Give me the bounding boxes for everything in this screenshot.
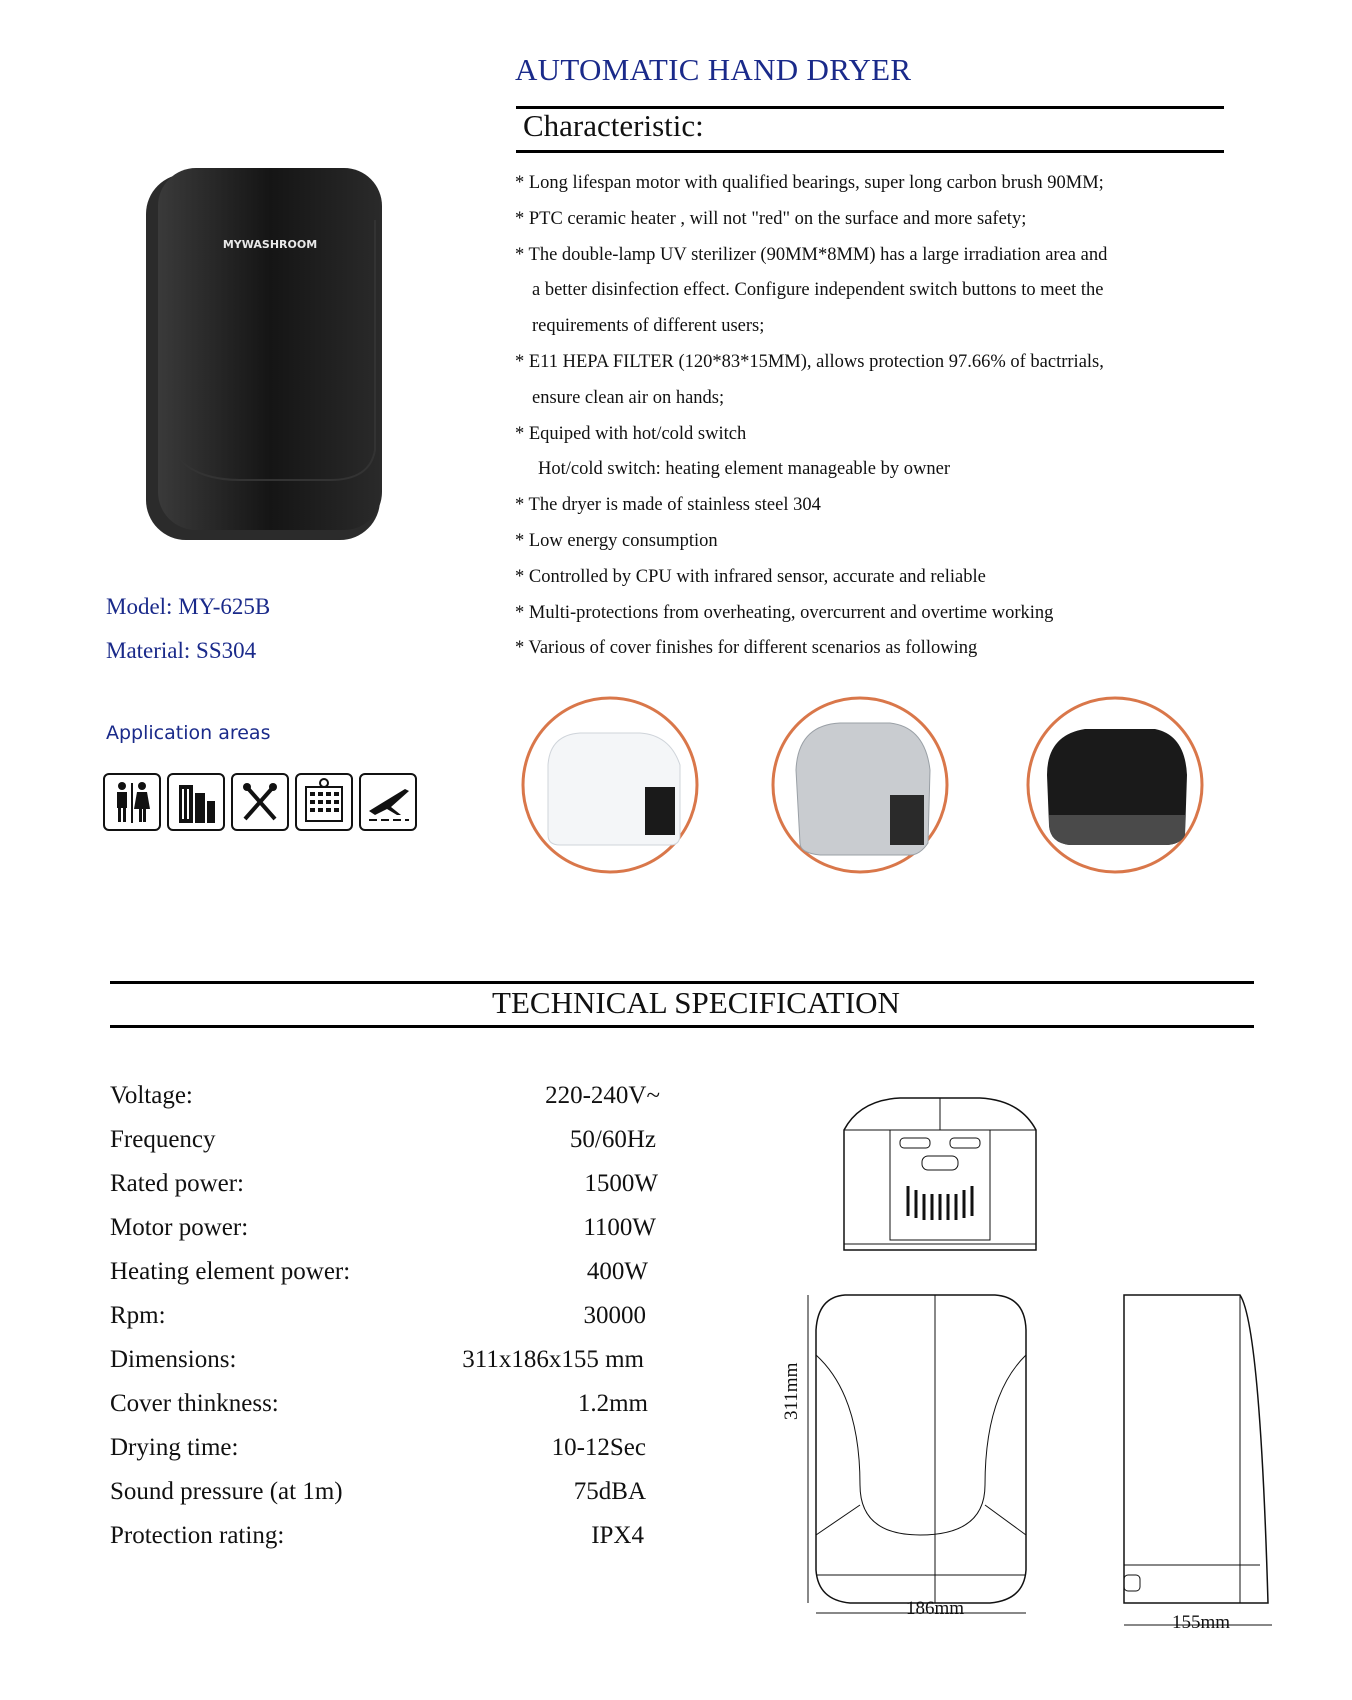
feature-item: * Various of cover finishes for different scenarios as following — [515, 638, 978, 659]
side-view-drawing — [1120, 1285, 1280, 1635]
table-row — [110, 1170, 658, 1214]
table-row — [110, 1258, 650, 1302]
table-row — [110, 1522, 650, 1566]
feature-item: ensure clean air on hands; — [532, 387, 725, 408]
characteristic-heading: Characteristic: — [523, 108, 704, 143]
spec-label: Sound pressure (at 1m) — [110, 1478, 343, 1505]
feature-item: * The double-lamp UV sterilizer (90MM*8MM) has a large irradiation area and — [515, 244, 1108, 265]
spec-value: 1.2mm — [577, 1390, 648, 1417]
product-image — [140, 160, 390, 544]
page-title: AUTOMATIC HAND DRYER — [515, 52, 912, 87]
feature-item: * E11 HEPA FILTER (120*83*15MM), allows protection 97.66% of bactrrials, — [515, 351, 1104, 372]
application-icons — [103, 773, 417, 831]
brand-logo: MYWASHROOM — [222, 238, 318, 251]
hotel-icon — [295, 773, 353, 831]
tech-rule-top — [110, 981, 1254, 984]
spec-label: Heating element power: — [110, 1258, 351, 1285]
feature-item: a better disinfection effect. Configure independent switch buttons to meet the — [532, 280, 1104, 301]
office-building-icon — [167, 773, 225, 831]
spec-value: 311x186x155 mm — [462, 1346, 644, 1373]
feature-item: * Long lifespan motor with qualified bearings, super long carbon brush 90MM; — [515, 173, 1104, 193]
height-dimension: 311mm — [781, 1362, 802, 1420]
feature-item: requirements of different users; — [532, 316, 765, 337]
characteristic-rule — [516, 150, 1224, 153]
spec-value: 75dBA — [573, 1478, 646, 1505]
table-row — [110, 1390, 650, 1434]
front-view-drawing — [800, 1285, 1040, 1625]
features-list — [515, 166, 1235, 667]
spec-label: Voltage: — [110, 1082, 193, 1109]
material-label: Material: SS304 — [106, 638, 257, 663]
airport-icon — [359, 773, 417, 831]
feature-item: * PTC ceramic heater , will not "red" on the surface and more safety; — [515, 208, 1027, 229]
feature-item: * Equiped with hot/cold switch — [515, 423, 747, 444]
black-finish — [1025, 695, 1205, 875]
table-row — [110, 1082, 660, 1126]
depth-dimension: 155mm — [1172, 1612, 1231, 1633]
spec-label: Frequency — [110, 1126, 216, 1153]
tech-spec-heading: TECHNICAL SPECIFICATION — [492, 985, 900, 1020]
spec-label: Drying time: — [110, 1434, 239, 1461]
table-row — [110, 1126, 656, 1170]
silver-finish — [770, 695, 950, 875]
feature-item: Hot/cold switch: heating element manageable by owner — [538, 459, 951, 480]
spec-label: Motor power: — [110, 1214, 249, 1241]
application-areas-label: Application areas — [106, 722, 271, 744]
spec-label: Rated power: — [110, 1170, 244, 1197]
spec-value: 220-240V~ — [545, 1082, 660, 1109]
spec-value: IPX4 — [591, 1522, 644, 1549]
table-row — [110, 1478, 650, 1522]
table-row — [110, 1434, 650, 1478]
table-row — [110, 1214, 656, 1258]
spec-label: Protection rating: — [110, 1522, 285, 1549]
spec-value: 400W — [586, 1258, 648, 1285]
table-row — [110, 1346, 650, 1390]
spec-value: 50/60Hz — [569, 1126, 656, 1153]
feature-item: * Controlled by CPU with infrared sensor, accurate and reliable — [515, 566, 986, 587]
spec-label: Cover thinkness: — [110, 1390, 279, 1417]
restroom-icon — [103, 773, 161, 831]
spec-value: 1100W — [583, 1214, 656, 1241]
feature-item: * The dryer is made of stainless steel 304 — [515, 495, 821, 516]
spec-value: 30000 — [583, 1302, 646, 1329]
spec-label: Rpm: — [110, 1302, 166, 1329]
spec-value: 1500W — [584, 1170, 658, 1197]
table-row — [110, 1302, 650, 1346]
feature-item: * Low energy consumption — [515, 530, 718, 551]
restaurant-icon — [231, 773, 289, 831]
feature-item: * Multi-protections from overheating, overcurrent and overtime working — [515, 602, 1054, 623]
top-view-drawing — [840, 1090, 1040, 1260]
spec-label: Dimensions: — [110, 1346, 237, 1373]
tech-rule-bottom — [110, 1025, 1254, 1028]
white-finish — [520, 695, 700, 875]
spec-table — [110, 1082, 660, 1566]
width-dimension: 186mm — [906, 1598, 965, 1619]
model-label: Model: MY-625B — [106, 594, 271, 619]
spec-value: 10-12Sec — [551, 1434, 646, 1461]
